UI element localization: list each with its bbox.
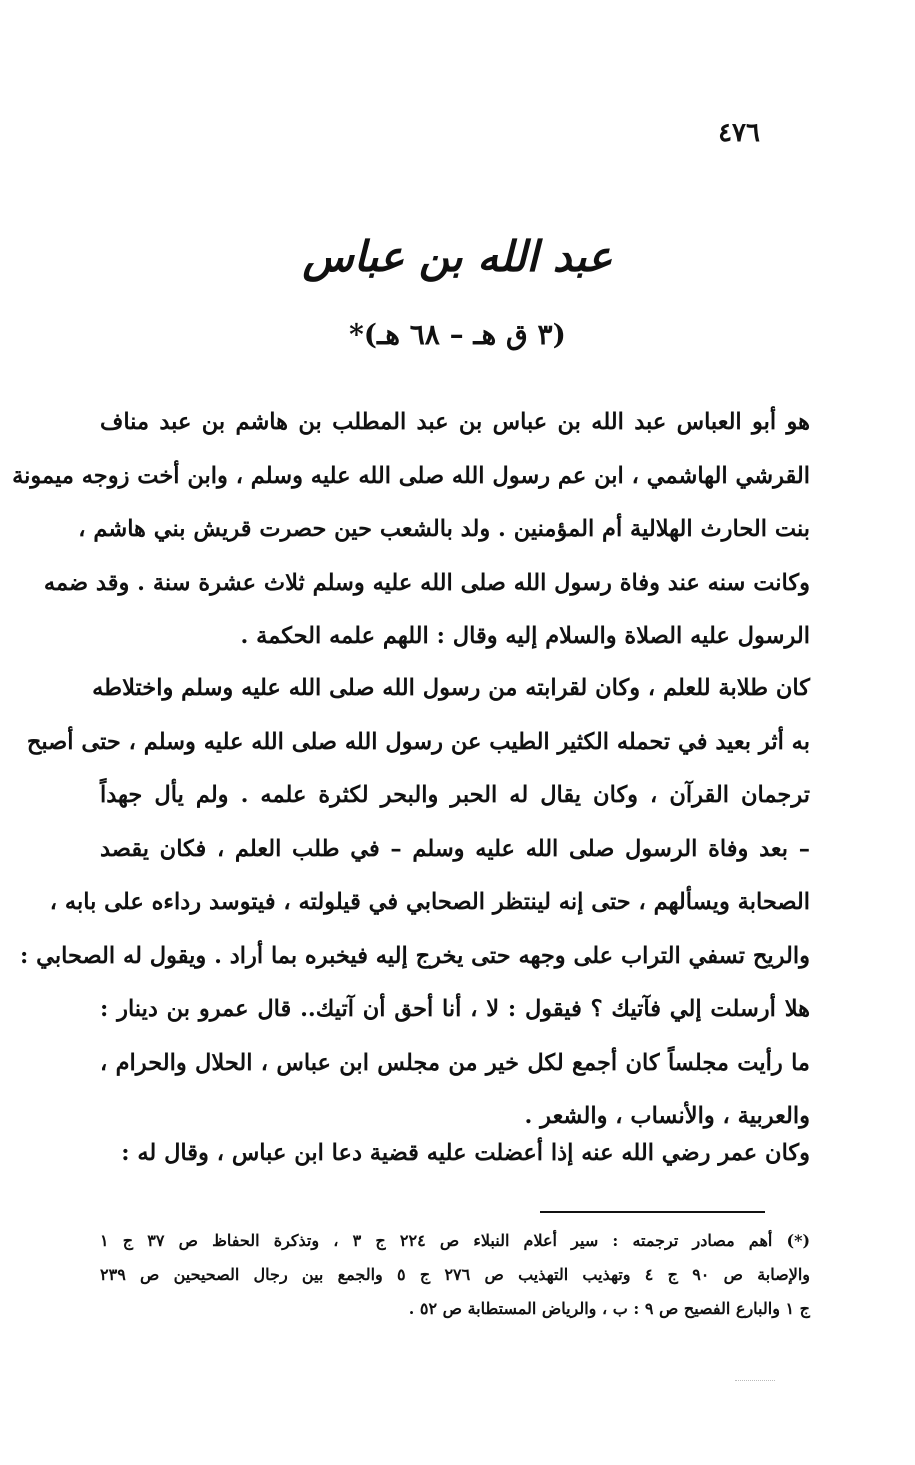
- text-line: به أثر بعيد في تحمله الكثير الطيب عن رسول الله صلى الله عليه وسلم ، حتى أصبح: [26, 728, 810, 755]
- text-line: والعربية ، والأنساب ، والشعر .: [524, 1103, 810, 1129]
- page-title: عبد الله بن عباس: [302, 232, 613, 281]
- text-line: وكان عمر رضي الله عنه إذا أعضلت عليه قضية دعا ابن عباس ، وقال له :: [121, 1140, 810, 1166]
- footnote-line: (*) أهم مصادر ترجمته : سير أعلام النبلاء ص ٢٢٤ ج ٣ ، وتذكرة الحفاظ ص ٣٧ ج ١: [100, 1231, 811, 1250]
- text-line: الصحابة ويسألهم ، حتى إنه لينتظر الصحابي في قيلولته ، فيتوسد رداءه على بابه ،: [49, 889, 810, 915]
- footnote-divider: [540, 1211, 765, 1213]
- text-line: كان طلابة للعلم ، وكان لقرابته من رسول الله صلى الله عليه وسلم واختلاطه: [92, 675, 810, 701]
- footnote-line: ج ١ والبارع الفصيح ص ٩ : ب ، والرياض المستطابة ص ٥٢ .: [408, 1299, 810, 1318]
- paragraph-seeking-knowledge: [20, 662, 810, 1144]
- page-number: ٤٧٦: [718, 118, 760, 148]
- paragraph-biography-intro: [12, 396, 810, 664]
- footnote-line: والإصابة ص ٩٠ ج ٤ وتهذيب التهذيب ص ٢٧٦ ج ٥ والجمع بين رجال الصحيحين ص ٢٣٩: [100, 1265, 811, 1284]
- text-line: القرشي الهاشمي ، ابن عم رسول الله صلى الله عليه وسلم ، وابن أخت زوجه ميمونة: [12, 462, 810, 489]
- text-line: هو أبو العباس عبد الله بن عباس بن عبد المطلب بن هاشم بن عبد مناف: [100, 409, 810, 435]
- text-line: والريح تسفي التراب على وجهه حتى يخرج إليه فيخبره بما أراد . ويقول له الصحابي :: [20, 942, 810, 969]
- text-line: الرسول عليه الصلاة والسلام إليه وقال : اللهم علمه الحكمة .: [240, 623, 810, 649]
- text-line: هلا أرسلت إلي فآتيك ؟ فيقول : لا ، أنا أحق أن آتيك.. قال عمرو بن دينار :: [100, 996, 810, 1022]
- text-line: – بعد وفاة الرسول صلى الله عليه وسلم – في طلب العلم ، فكان يقصد: [100, 835, 810, 862]
- paragraph-umar: [100, 1127, 810, 1181]
- scan-mark: [735, 1380, 775, 1381]
- text-line: ترجمان القرآن ، وكان يقال له الحبر والبحر لكثرة علمه . ولم يأل جهداً: [100, 782, 810, 808]
- text-line: وكانت سنه عند وفاة رسول الله صلى الله عليه وسلم ثلاث عشرة سنة . وقد ضمه: [43, 569, 810, 596]
- text-line: بنت الحارث الهلالية أم المؤمنين . ولد بالشعب حين حصرت قريش بني هاشم ،: [78, 516, 810, 542]
- life-dates: (٣ ق هـ – ٦٨ هـ)*: [349, 318, 566, 351]
- footnotes: [100, 1224, 810, 1326]
- text-line: ما رأيت مجلساً كان أجمع لكل خير من مجلس ابن عباس ، الحلال والحرام ،: [100, 1049, 810, 1076]
